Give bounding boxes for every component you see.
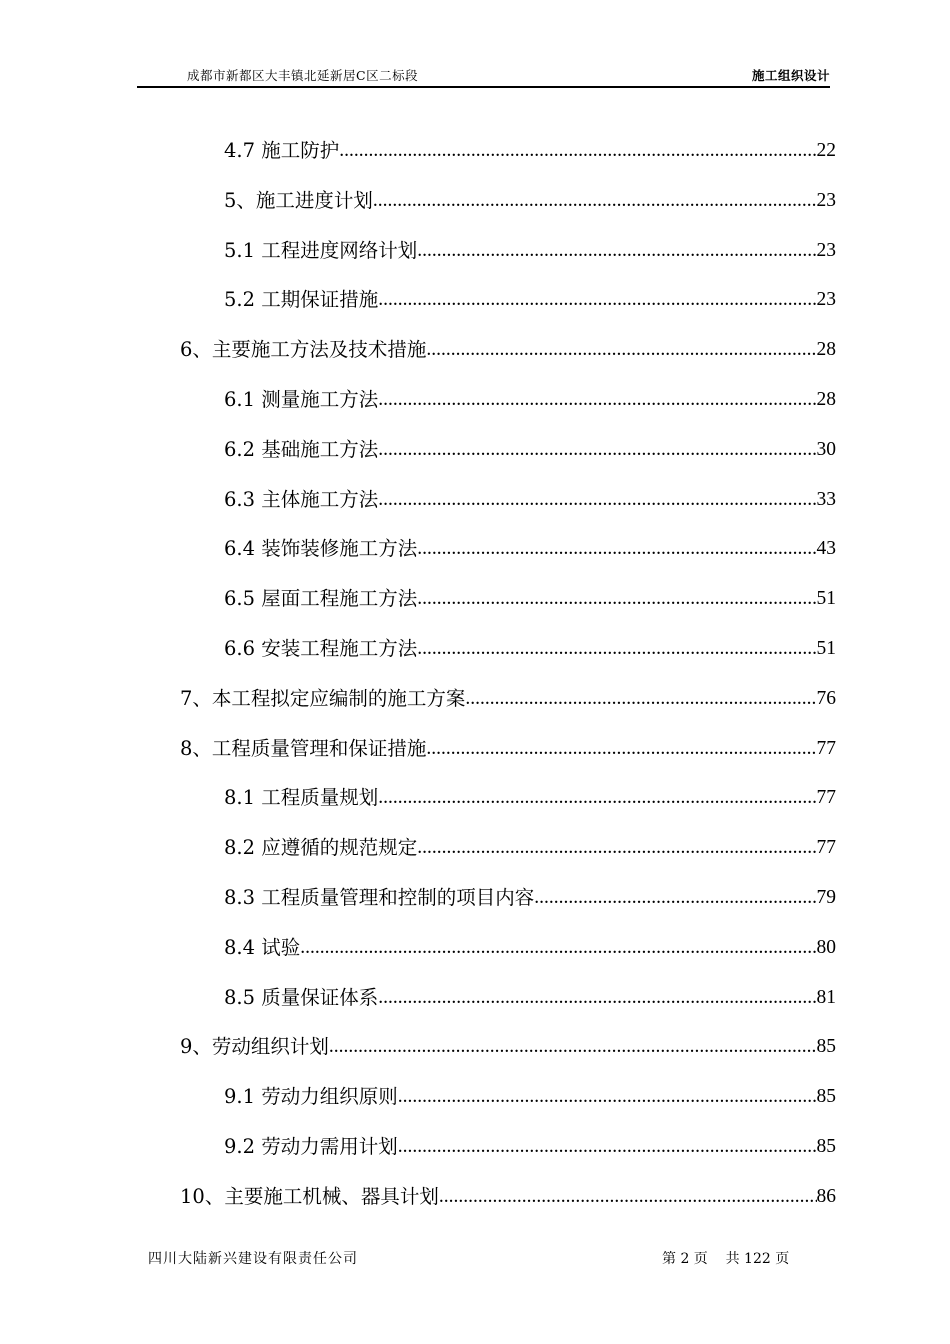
toc-entry-title: 6.1 测量施工方法 xyxy=(224,388,379,411)
toc-entry-page: 79 xyxy=(816,887,836,908)
toc-dot-leader xyxy=(373,189,817,213)
toc-entry-title: 8.2 应遵循的规范规定 xyxy=(224,836,418,860)
toc-entry[interactable] xyxy=(224,930,836,960)
toc-dot-leader xyxy=(378,388,816,412)
toc-entry-page: 77 xyxy=(816,787,836,809)
header-document-type: 施工组织设计 xyxy=(751,68,830,83)
toc-entry-title: 9、劳动组织计划 xyxy=(180,1035,329,1059)
toc-entry[interactable] xyxy=(224,133,836,163)
toc-entry[interactable] xyxy=(224,780,836,810)
toc-entry-title: 6.2 基础施工方法 xyxy=(224,437,379,461)
toc-dot-leader xyxy=(378,488,816,512)
footer-company-name: 四川大陆新兴建设有限责任公司 xyxy=(148,1251,358,1267)
toc-entry-page: 85 xyxy=(816,1036,836,1058)
toc-entry-title: 5、施工进度计划 xyxy=(224,188,373,212)
toc-entry[interactable] xyxy=(224,382,836,412)
toc-entry-title: 6、主要施工方法及技术措施 xyxy=(180,338,427,362)
toc-entry[interactable] xyxy=(224,183,836,213)
toc-entry-title: 9.2 劳动力需用计划 xyxy=(224,1135,398,1158)
toc-dot-leader xyxy=(300,936,816,960)
toc-dot-leader xyxy=(378,986,816,1010)
toc-dot-leader xyxy=(426,338,816,362)
toc-entry-title: 8.5 质量保证体系 xyxy=(224,985,379,1009)
toc-entry-page: 76 xyxy=(816,687,836,709)
toc-dot-leader xyxy=(417,537,816,561)
toc-entry-title: 7、本工程拟定应编制的施工方案 xyxy=(180,686,466,710)
toc-entry-title: 5.1 工程进度网络计划 xyxy=(224,238,418,262)
toc-entry-page: 22 xyxy=(816,140,836,161)
toc-dot-leader xyxy=(339,139,816,163)
toc-entry[interactable] xyxy=(180,731,836,761)
toc-entry-title: 6.6 安装工程施工方法 xyxy=(224,637,418,660)
toc-entry[interactable] xyxy=(224,631,836,661)
toc-entry-title: 8.4 试验 xyxy=(224,935,301,959)
toc-entry-page: 85 xyxy=(816,1136,836,1157)
page-header xyxy=(137,66,830,86)
toc-entry-page: 80 xyxy=(816,936,836,958)
toc-entry[interactable] xyxy=(224,282,836,312)
toc-entry[interactable] xyxy=(224,233,836,263)
toc-dot-leader xyxy=(417,239,816,263)
toc-entry-page: 86 xyxy=(816,1185,836,1207)
toc-dot-leader xyxy=(439,1185,817,1209)
toc-entry-page: 43 xyxy=(816,538,836,560)
toc-dot-leader xyxy=(417,587,816,611)
toc-entry-title: 6.3 主体施工方法 xyxy=(224,487,379,511)
toc-entry-page: 81 xyxy=(816,986,836,1008)
toc-entry-page: 30 xyxy=(816,438,836,460)
footer-page-number: 第 2 页 共 122 页 xyxy=(662,1251,790,1267)
toc-dot-leader xyxy=(465,687,816,711)
toc-dot-leader xyxy=(417,836,816,860)
toc-entry-page: 28 xyxy=(816,339,836,361)
toc-dot-leader xyxy=(417,637,816,661)
toc-entry[interactable] xyxy=(224,581,836,611)
toc-entry[interactable] xyxy=(180,681,836,711)
toc-entry-page: 51 xyxy=(816,588,836,610)
toc-entry-title: 8、工程质量管理和保证措施 xyxy=(180,736,427,760)
toc-dot-leader xyxy=(378,288,816,312)
toc-dot-leader xyxy=(329,1035,817,1059)
toc-entry-page: 77 xyxy=(816,837,836,859)
toc-entry[interactable] xyxy=(224,880,836,910)
toc-dot-leader xyxy=(378,786,816,810)
toc-entry[interactable] xyxy=(224,482,836,512)
toc-dot-leader xyxy=(398,1135,817,1159)
toc-entry[interactable] xyxy=(224,1079,836,1109)
toc-entry[interactable] xyxy=(224,830,836,860)
toc-entry-page: 28 xyxy=(816,389,836,410)
toc-entry-title: 8.1 工程质量规划 xyxy=(224,786,379,810)
toc-entry-title: 9.1 劳动力组织原则 xyxy=(224,1085,398,1109)
header-divider xyxy=(137,86,830,88)
toc-entry-page: 33 xyxy=(816,488,836,510)
toc-entry[interactable] xyxy=(180,1029,836,1059)
toc-entry-title: 4.7 施工防护 xyxy=(224,139,340,162)
toc-entry-title: 8.3 工程质量管理和控制的项目内容 xyxy=(224,886,535,909)
toc-entry-title: 10、主要施工机械、器具计划 xyxy=(180,1184,439,1208)
toc-entry-page: 85 xyxy=(816,1086,836,1108)
toc-entry-page: 23 xyxy=(816,189,836,211)
toc-entry-page: 23 xyxy=(816,239,836,261)
toc-dot-leader xyxy=(378,438,816,462)
toc-entry[interactable] xyxy=(180,1179,836,1209)
toc-entry[interactable] xyxy=(224,980,836,1010)
toc-entry[interactable] xyxy=(224,531,836,561)
toc-dot-leader xyxy=(426,737,816,761)
toc-dot-leader xyxy=(398,1085,817,1109)
toc-entry[interactable] xyxy=(180,332,836,362)
toc-entry[interactable] xyxy=(224,432,836,462)
header-project-title: 成都市新都区大丰镇北延新居C区二标段 xyxy=(187,68,419,83)
toc-entry[interactable] xyxy=(224,1129,836,1159)
toc-dot-leader xyxy=(534,886,816,910)
toc-entry-page: 23 xyxy=(816,289,836,311)
toc-entry-title: 6.4 装饰装修施工方法 xyxy=(224,537,418,561)
toc-entry-title: 6.5 屋面工程施工方法 xyxy=(224,587,418,611)
toc-entry-title: 5.2 工期保证措施 xyxy=(224,288,379,312)
toc-entry-page: 77 xyxy=(816,737,836,759)
toc-entry-page: 51 xyxy=(816,638,836,659)
